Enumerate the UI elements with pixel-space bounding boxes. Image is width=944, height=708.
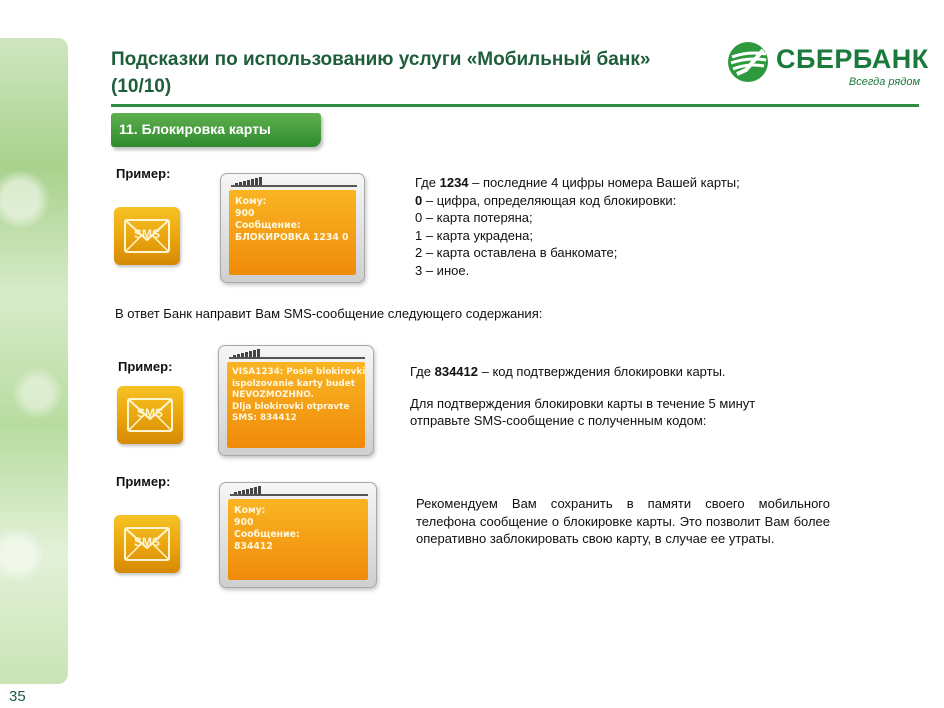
- screen-line: 900: [235, 208, 255, 219]
- signal-bars-icon: [230, 487, 368, 496]
- section-tab: 11. Блокировка карты: [111, 113, 321, 147]
- screen-line: NEVOZMOZHNO.: [232, 390, 314, 400]
- phone-screen: [220, 173, 365, 283]
- screen-line: Кому:: [234, 505, 266, 516]
- page-title-line1: Подсказки по использованию услуги «Мобильный банк»: [111, 49, 651, 70]
- example1-explanation: Где 1234 – последние 4 цифры номера Вашей карты; 0 – цифра, определяющая код блокировки: 0 – карта потеряна; 1 – карта украдена; 2 – карта оставлена в банкомате; 3 – иное.: [415, 175, 740, 278]
- example2-explanation: Где 834412 – код подтверждения блокировки карты. Для подтверждения блокировки карты в течение 5 минут отправьте SMS-сообщение с полученным кодом:: [410, 364, 756, 428]
- signal-bars-icon: [229, 350, 365, 359]
- phone-screen: [219, 482, 377, 588]
- screen-line: Сообщение:: [234, 529, 300, 540]
- sms-envelope-icon: [114, 515, 180, 573]
- decorative-leaf-band: [0, 38, 68, 684]
- screen-line: Сообщение:: [235, 220, 301, 231]
- sms-message-text: [229, 190, 356, 275]
- screen-line: VISA1234: Posle blokirovki: [232, 367, 366, 377]
- reply-intro-text: В ответ Банк направит Вам SMS-сообщение следующего содержания:: [115, 306, 543, 321]
- screen-line: БЛОКИРОВКА 1234 0: [235, 232, 349, 243]
- sms-envelope-icon: [114, 207, 180, 265]
- svg-text:SMS: SMS: [133, 227, 161, 241]
- screen-line: Dlja blokirovki otpravte: [232, 401, 350, 412]
- sms-envelope-icon: [117, 386, 183, 444]
- screen-line: ispolzovanie karty budet: [232, 378, 355, 389]
- screen-line: 834412: [234, 541, 273, 552]
- screen-line: Кому:: [235, 196, 267, 207]
- logo-slogan: Всегда рядом: [848, 76, 920, 88]
- sberbank-logo-icon: [726, 40, 770, 84]
- page-title: [111, 46, 721, 100]
- page-number: 35: [9, 688, 26, 705]
- page-title-line2: (10/10): [111, 76, 172, 97]
- phone-screen: [218, 345, 374, 456]
- screen-line: 900: [234, 517, 254, 528]
- sms-message-text: [227, 362, 365, 448]
- svg-text:SMS: SMS: [133, 535, 161, 549]
- logo-name: СБЕРБАНК: [776, 44, 929, 74]
- header-divider: [111, 104, 919, 107]
- signal-bars-icon: [231, 178, 357, 187]
- screen-line: SMS: 834412: [232, 413, 297, 423]
- sms-message-text: [228, 499, 368, 580]
- example-label: Пример:: [116, 474, 171, 489]
- example-label: Пример:: [116, 166, 171, 181]
- example-label: Пример:: [118, 359, 173, 374]
- recommendation-text: Рекомендуем Вам сохранить в памяти своего мобильного телефона сообщение о блокировке карты. Это позволит Вам более оперативно заблокировать свою карту, в случае ее утраты.: [416, 496, 830, 546]
- svg-text:SMS: SMS: [136, 406, 164, 420]
- sberbank-logo: [726, 40, 929, 92]
